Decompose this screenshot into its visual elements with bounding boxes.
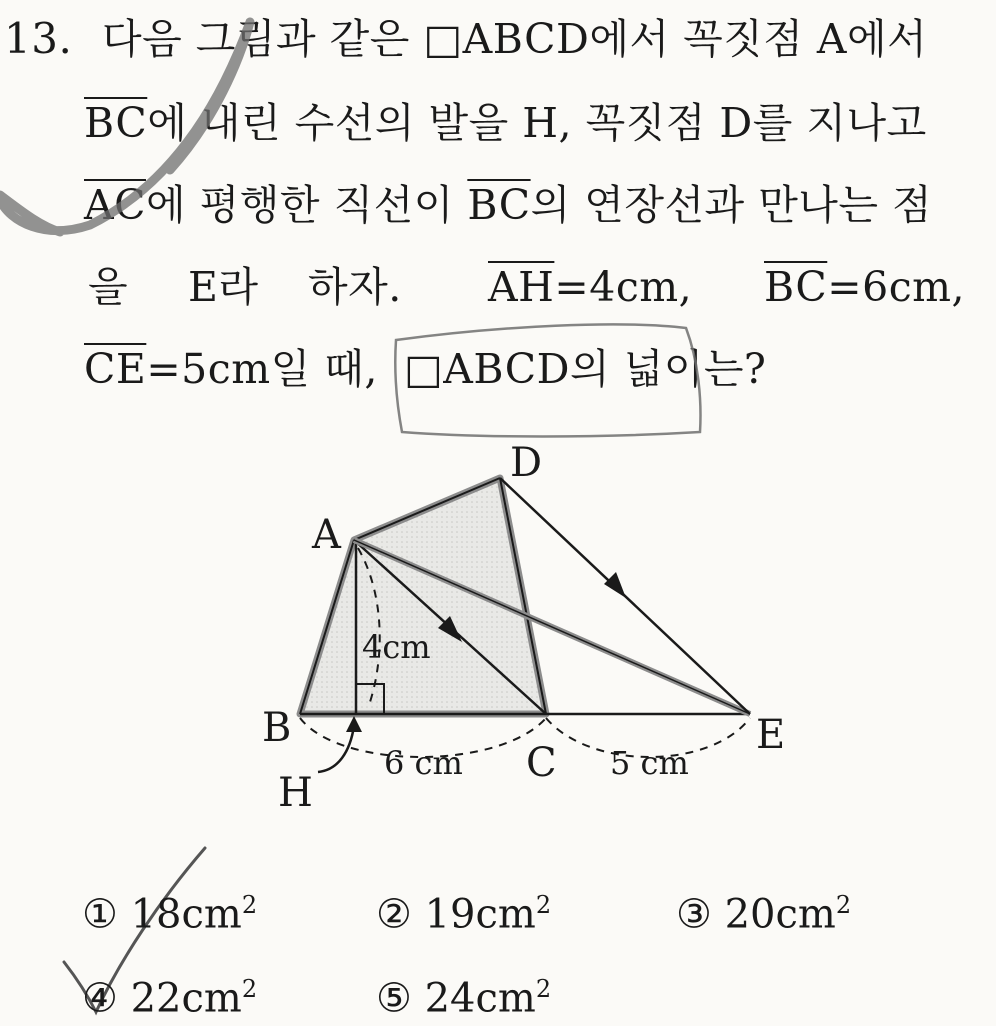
choice-value: 20 [724, 891, 776, 938]
value-ce: =5cm일 때, [146, 345, 378, 393]
label-b: B [262, 705, 292, 751]
q1-text-a: 다음 그림과 같은 [102, 15, 424, 63]
choice-mark: ④ [82, 975, 118, 1022]
segment-ce: $\overline{CE}$ [84, 345, 147, 393]
choice-value: 22 [130, 975, 182, 1022]
measure-bc: 6 cm [384, 744, 463, 782]
choice-unit: cm [181, 975, 242, 1022]
label-h: H [278, 770, 313, 816]
choice-mark: ⑤ [376, 975, 412, 1022]
value-ah: =4cm, [554, 263, 693, 311]
question-ask: □ABCD의 넓이는? [404, 345, 767, 393]
segment-bc: $\overline{BC}$ [84, 99, 148, 147]
parallel-arrow-de [604, 572, 626, 598]
h-pointer-head [346, 716, 362, 732]
value-bc: =6cm, [827, 263, 966, 311]
q1-text-b: ABCD에서 꼭짓점 A에서 [462, 15, 928, 63]
choice-exp: 2 [241, 891, 258, 919]
q4-a: 을 [88, 263, 129, 311]
segment-ac: $\overline{AC}$ [84, 181, 146, 229]
choice-mark: ③ [676, 891, 712, 938]
choice-unit: cm [181, 891, 242, 938]
q4-c: 하자. [308, 263, 402, 311]
h-pointer [318, 726, 354, 772]
choice-exp: 2 [535, 891, 552, 919]
choice-3[interactable] [676, 880, 851, 939]
choice-unit: cm [475, 975, 536, 1022]
choice-exp: 2 [835, 891, 852, 919]
choice-unit: cm [775, 891, 836, 938]
q4-b: E라 [188, 263, 259, 311]
square-symbol: □ [423, 15, 463, 63]
label-d: D [510, 440, 543, 486]
measure-ce: 5 cm [610, 744, 689, 782]
choice-value: 24 [424, 975, 476, 1022]
choice-1[interactable] [82, 880, 257, 939]
choice-unit: cm [475, 891, 536, 938]
segment-bc-2: $\overline{BC}$ [467, 181, 531, 229]
label-e: E [756, 712, 786, 758]
q2-text: 에 내린 수선의 발을 H, 꼭짓점 D를 지나고 [147, 99, 927, 147]
question-number: 13. [4, 14, 73, 63]
choice-2[interactable] [376, 880, 551, 939]
choice-5[interactable] [376, 964, 551, 1023]
choice-exp: 2 [241, 975, 258, 1003]
label-c: C [526, 740, 557, 786]
choice-4[interactable] [82, 964, 257, 1023]
measure-ah: 4cm [362, 628, 431, 666]
segment-ah: $\overline{AH}$ [488, 263, 555, 311]
choice-value: 19 [424, 891, 476, 938]
choice-mark: ② [376, 891, 412, 938]
q3-text-a: 에 평행한 직선이 [145, 181, 468, 229]
label-a: A [312, 512, 341, 558]
choice-mark: ① [82, 891, 118, 938]
choice-value: 18 [130, 891, 182, 938]
q3-text-b: 의 연장선과 만나는 점 [530, 181, 933, 229]
segment-bc-3: $\overline{BC}$ [764, 263, 828, 311]
choice-exp: 2 [535, 975, 552, 1003]
